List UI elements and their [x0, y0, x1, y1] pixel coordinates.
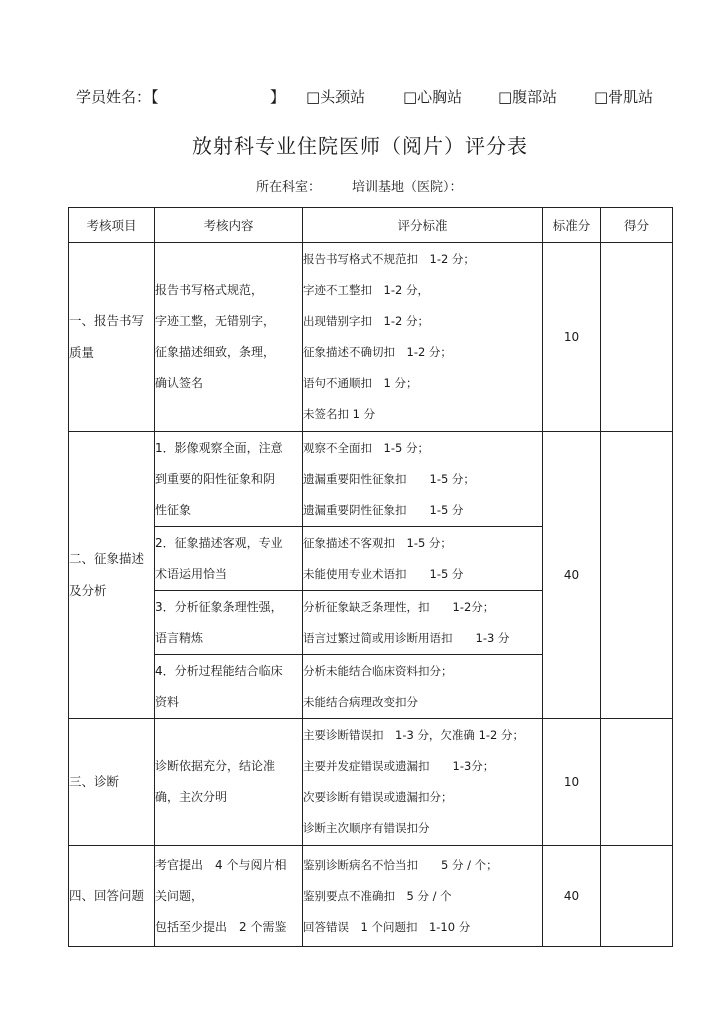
criteria-cell: [303, 846, 543, 947]
criteria-line: 回答错误 1 个问题扣 1-10 分: [303, 919, 471, 934]
content-line: 确，主次分明: [155, 790, 228, 804]
criteria-line: 未能使用专业术语扣 1-5 分: [303, 566, 464, 581]
criteria-line: 次要诊断有错误或遗漏扣分；: [303, 790, 453, 804]
criteria-cell: [303, 432, 543, 527]
item-label: 三、诊断: [69, 774, 120, 789]
criteria-line: 征象描述不确切扣 1-2 分；: [303, 345, 452, 359]
criteria-cell: [303, 655, 543, 719]
criteria-line: 遗漏重要阴性征象扣 1-5 分: [303, 502, 464, 517]
criteria-line: 未签名扣 1 分: [303, 407, 376, 421]
content-line: 语言精炼: [155, 630, 204, 645]
content-line: 4．分析过程能结合临床: [155, 663, 283, 678]
criteria-line: 分析征象缺乏条理性，扣 1-2分；: [303, 599, 495, 614]
content-line: 诊断依据充分，结论准: [155, 759, 276, 773]
criteria-line: 主要并发症错误或遗漏扣 1-3分；: [303, 759, 495, 773]
content-cell: [155, 243, 303, 432]
criteria-line: 分析未能结合临床资料扣分；: [303, 663, 453, 678]
page-title: 放射科专业住院医师（阅片）评分表: [192, 134, 528, 158]
table-row: [69, 432, 673, 527]
content-line: 性征象: [155, 502, 192, 517]
content-line: 关问题，: [155, 888, 204, 903]
score-table: [68, 207, 673, 947]
criteria-line: 语句不通顺扣 1 分；: [303, 376, 418, 390]
content-line: 考官提出 4 个与阅片相: [155, 857, 287, 872]
station-checkbox-musculoskeletal[interactable]: □骨肌站: [594, 88, 654, 106]
content-cell: [155, 846, 303, 947]
content-line: 3．分析征象条理性强，: [155, 599, 283, 614]
content-line: 包括至少提出 2 个需鉴: [155, 919, 287, 934]
department-label: 所在科室：: [256, 180, 322, 195]
criteria-cell: [303, 243, 543, 432]
criteria-cell: [303, 527, 543, 591]
content-cell: [155, 719, 303, 846]
standard-score-cell: 40: [543, 432, 601, 719]
content-cell: [155, 591, 303, 655]
item-label: 二、征象描述: [69, 551, 145, 566]
criteria-line: 诊断主次顺序有错误扣分: [303, 821, 430, 835]
table-header-row: [69, 208, 673, 243]
content-cell: [155, 527, 303, 591]
item-cell: [69, 243, 155, 432]
content-line: 术语运用恰当: [155, 566, 228, 581]
criteria-cell: [303, 591, 543, 655]
criteria-line: 出现错别字扣 1-2 分；: [303, 314, 429, 328]
criteria-line: 观察不全面扣 1-5 分；: [303, 440, 429, 455]
content-line: 到重要的阳性征象和阴: [155, 471, 276, 486]
criteria-line: 征象描述不客观扣 1-5 分；: [303, 535, 452, 550]
item-label: 质量: [69, 345, 95, 360]
col-header-score: 得分: [601, 208, 673, 243]
standard-score-cell: 10: [543, 719, 601, 846]
item-cell: [69, 719, 155, 846]
criteria-line: 鉴别要点不准确扣 5 分 / 个: [303, 888, 452, 903]
station-checkbox-chest[interactable]: □心胸站: [403, 88, 463, 106]
col-header-standard-score: 标准分: [543, 208, 601, 243]
standard-score-cell: 10: [543, 243, 601, 432]
station-checkbox-head-neck[interactable]: □头颈站: [306, 88, 366, 106]
score-input-cell[interactable]: [601, 432, 673, 719]
table-row: [69, 846, 673, 947]
station-checkbox-abdomen[interactable]: □腹部站: [498, 88, 558, 106]
content-line: 字迹工整，无错别字，: [155, 314, 276, 328]
content-line: 确认签名: [155, 376, 204, 390]
criteria-line: 字迹不工整扣 1-2 分，: [303, 283, 429, 297]
criteria-line: 报告书写格式不规范扣 1-2 分；: [303, 252, 475, 266]
content-line: 2．征象描述客观，专业: [155, 535, 283, 550]
criteria-line: 语言过繁过简或用诊断用语扣 1-3 分: [303, 630, 510, 645]
content-cell: [155, 655, 303, 719]
content-line: 征象描述细致，条理，: [155, 345, 276, 359]
criteria-line: 鉴别诊断病名不恰当扣 5 分 / 个；: [303, 857, 498, 872]
item-label: 四、回答问题: [69, 888, 145, 903]
col-header-content: 考核内容: [155, 208, 303, 243]
item-label: 一、报告书写: [69, 313, 145, 328]
criteria-cell: [303, 719, 543, 846]
item-cell: [69, 432, 155, 719]
score-input-cell[interactable]: [601, 846, 673, 947]
criteria-line: 主要诊断错误扣 1-3 分，欠准确 1-2 分；: [303, 728, 525, 742]
criteria-line: 遗漏重要阳性征象扣 1-5 分；: [303, 471, 475, 486]
table-row: [69, 243, 673, 432]
content-line: 报告书写格式规范，: [155, 283, 264, 297]
col-header-item: 考核项目: [69, 208, 155, 243]
score-input-cell[interactable]: [601, 243, 673, 432]
content-line: 资料: [155, 694, 180, 709]
training-base-label: 培训基地（医院）：: [352, 180, 463, 195]
col-header-criteria: 评分标准: [303, 208, 543, 243]
item-label: 及分析: [69, 583, 107, 598]
criteria-line: 未能结合病理改变扣分: [303, 694, 418, 709]
standard-score-cell: 40: [543, 846, 601, 947]
content-cell: [155, 432, 303, 527]
student-name-bracket-close: 】: [270, 88, 286, 106]
item-cell: [69, 846, 155, 947]
score-input-cell[interactable]: [601, 719, 673, 846]
content-line: 1．影像观察全面，注意: [155, 440, 283, 455]
student-name-label: 学员姓名：【: [76, 88, 159, 106]
table-row: [69, 719, 673, 846]
